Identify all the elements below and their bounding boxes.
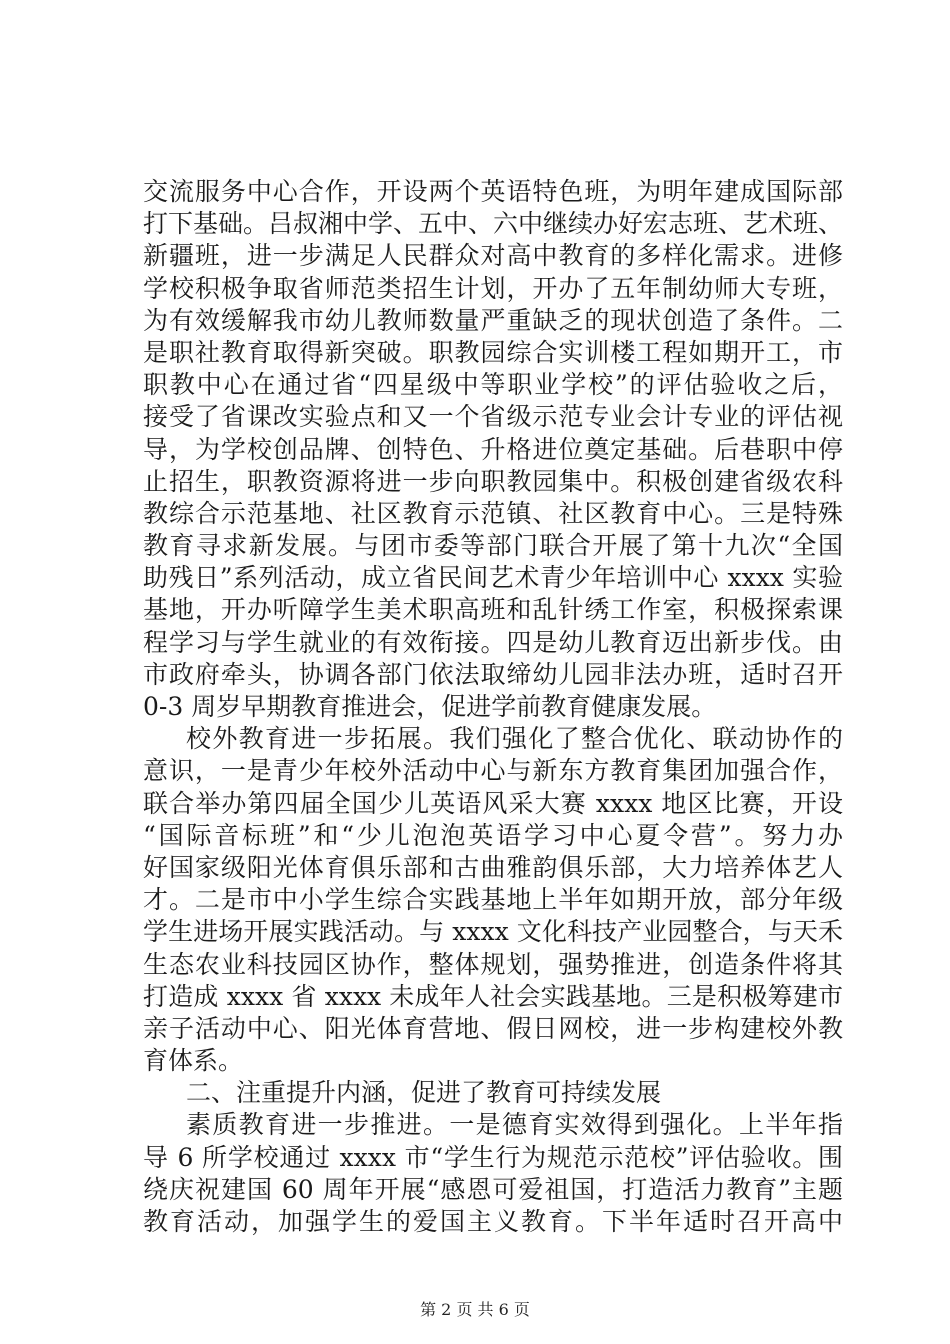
- page-footer: 第 2 页 共 6 页: [420, 1300, 530, 1319]
- text-line: 市政府牵头，协调各部门依法取缔幼儿园非法办班，适时召开: [143, 659, 843, 689]
- document-body: [143, 176, 843, 1238]
- text-line: 交流服务中心合作，开设两个英语特色班，为明年建成国际部: [143, 177, 843, 206]
- text-line: 教育寻求新发展。与团市委等部门联合开展了第十九次“全国: [143, 531, 843, 561]
- text-line: 亲子活动中心、阳光体育营地、假日网校，进一步构建校外教: [143, 1013, 843, 1043]
- text-line: 教综合示范基地、社区教育示范镇、社区教育中心。三是特殊: [143, 498, 843, 528]
- text-line: 程学习与学生就业的有效衔接。四是幼儿教育迈出新步伐。由: [143, 627, 843, 657]
- text-line: 是职社教育取得新突破。职教园综合实训楼工程如期开工，市: [143, 337, 843, 367]
- text-line: 为有效缓解我市幼儿教师数量严重缺乏的现状创造了条件。二: [143, 305, 843, 335]
- text-line: 接受了省课改实验点和又一个省级示范专业会计专业的评估视: [143, 402, 843, 432]
- text-line: 导 6 所学校通过 xxxx 市“学生行为规范示范校”评估验收。围: [143, 1142, 843, 1172]
- text-line: 二、注重提升内涵，促进了教育可持续发展: [186, 1078, 662, 1108]
- text-line: 好国家级阳光体育俱乐部和古曲雅韵俱乐部，大力培养体艺人: [143, 852, 843, 882]
- text-line: 生态农业科技园区协作，整体规划，强势推进，创造条件将其: [143, 949, 843, 979]
- text-line: 素质教育进一步推进。一是德育实效得到强化。上半年指: [186, 1110, 843, 1140]
- text-line: 新疆班，进一步满足人民群众对高中教育的多样化需求。进修: [143, 241, 843, 271]
- text-line: 打造成 xxxx 省 xxxx 未成年人社会实践基地。三是积极筹建市: [143, 981, 843, 1011]
- text-line: 职教中心在通过省“四星级中等职业学校”的评估验收之后，: [143, 370, 843, 400]
- text-line: 学生进场开展实践活动。与 xxxx 文化科技产业园整合，与天禾: [143, 917, 843, 947]
- text-line: 打下基础。吕叔湘中学、五中、六中继续办好宏志班、艺术班、: [143, 209, 844, 239]
- text-line: 助残日”系列活动，成立省民间艺术青少年培训中心 xxxx 实验: [143, 563, 843, 593]
- text-line: 育体系。: [143, 1046, 244, 1076]
- text-line: 绕庆祝建国 60 周年开展“感恩可爱祖国，打造活力教育”主题: [143, 1174, 843, 1204]
- text-line: 意识，一是青少年校外活动中心与新东方教育集团加强合作，: [143, 756, 843, 786]
- text-line: 校外教育进一步拓展。我们强化了整合优化、联动协作的: [186, 724, 843, 754]
- text-line: 0-3 周岁早期教育推进会，促进学前教育健康发展。: [143, 692, 717, 721]
- text-line: “国际音标班”和“少儿泡泡英语学习中心夏令营”。努力办: [143, 820, 843, 850]
- text-line: 才。二是市中小学生综合实践基地上半年如期开放，部分年级: [143, 885, 843, 915]
- text-line: 联合举办第四届全国少儿英语风采大赛 xxxx 地区比赛，开设: [143, 788, 843, 818]
- text-line: 教育活动，加强学生的爱国主义教育。下半年适时召开高中: [143, 1207, 843, 1236]
- text-line: 学校积极争取省师范类招生计划，开办了五年制幼师大专班，: [143, 273, 843, 303]
- text-line: 导，为学校创品牌、创特色、升格进位奠定基础。后巷职中停: [143, 434, 843, 464]
- text-line: 基地，开办听障学生美术职高班和乱针绣工作室，积极探索课: [143, 595, 843, 625]
- text-line: 止招生，职教资源将进一步向职教园集中。积极创建省级农科: [143, 466, 843, 496]
